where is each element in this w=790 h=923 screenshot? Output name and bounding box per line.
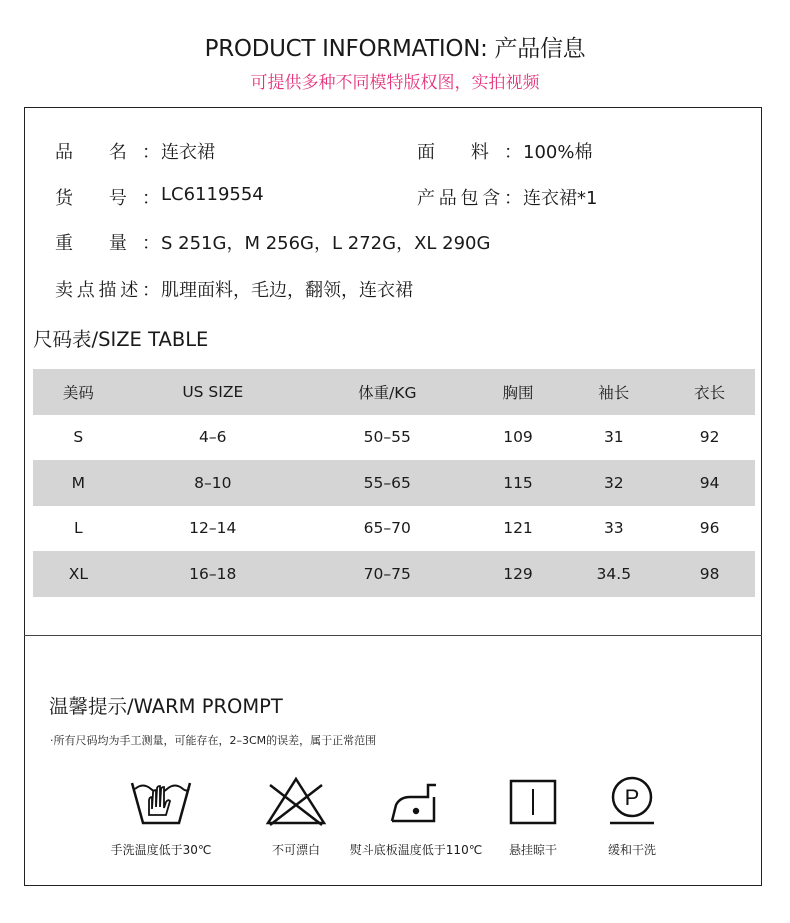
contents-value: 连衣裙*1	[523, 188, 598, 209]
care-gentle-dry-clean	[562, 775, 702, 858]
info-fabric-row	[417, 138, 592, 164]
hang-dry-icon	[501, 775, 565, 827]
table-cell: 32	[603, 473, 624, 492]
table-cell: S	[73, 428, 84, 447]
care-no-bleach	[226, 775, 366, 858]
iron-icon	[384, 775, 448, 827]
care-label: 手洗温度低于30℃	[110, 843, 212, 857]
table-row	[33, 551, 755, 597]
care-label: 悬挂晾干	[508, 843, 557, 857]
info-code-row	[55, 184, 264, 210]
table-cell: 65–70	[363, 519, 411, 538]
gentle-dry-clean-icon	[600, 775, 664, 827]
table-cell: 55–65	[363, 473, 411, 492]
table-cell: 109	[503, 428, 533, 447]
table-cell: M	[71, 473, 86, 492]
table-cell: 4–6	[199, 428, 227, 447]
header-cell: 美码	[62, 383, 94, 402]
selling-value: 肌理面料，毛边，翻领，连衣裙	[161, 280, 413, 301]
table-cell: 70–75	[363, 564, 411, 583]
table-cell: 34.5	[596, 564, 632, 583]
care-label: 熨斗底板温度低于110℃	[349, 843, 483, 857]
table-cell: 92	[699, 428, 720, 447]
care-hand-wash	[91, 775, 231, 858]
table-cell: 12–14	[189, 519, 237, 538]
care-label: 缓和干洗	[607, 843, 656, 857]
page-subtitle: 可提供多种不同模特版权图，实拍视频	[250, 73, 540, 93]
measurement-note: ·所有尺码均为手工测量，可能存在，2–3CM的误差，属于正常范围	[50, 734, 377, 747]
table-cell: 33	[603, 519, 624, 538]
fabric-value: 100%棉	[523, 142, 593, 163]
header-cell: 袖长	[598, 383, 630, 402]
info-weight-row	[55, 229, 490, 255]
header-cell: US SIZE	[182, 382, 244, 401]
no-bleach-icon	[264, 775, 328, 827]
fabric-label: 面 料：	[417, 142, 522, 163]
info-name-row	[55, 138, 215, 164]
warm-prompt-title: 温馨提示/WARM PROMPT	[49, 695, 283, 718]
table-cell: L	[74, 519, 83, 538]
table-cell: 129	[503, 564, 533, 583]
table-cell: XL	[68, 564, 88, 583]
code-value: LC6119554	[161, 184, 264, 205]
table-row	[33, 506, 755, 552]
selling-label: 卖点描述：	[55, 280, 160, 301]
page-title: PRODUCT INFORMATION: 产品信息	[204, 36, 586, 62]
info-contents-row	[417, 184, 597, 210]
header-cell: 衣长	[694, 383, 726, 402]
size-table-header	[33, 369, 755, 415]
table-cell: 98	[699, 564, 720, 583]
table-cell: 31	[603, 428, 624, 447]
table-row	[33, 415, 755, 461]
name-value: 连衣裙	[161, 142, 215, 163]
care-label: 不可漂白	[271, 843, 320, 857]
svg-text:P: P	[624, 785, 640, 810]
table-cell: 16–18	[189, 564, 237, 583]
header-cell: 胸围	[502, 383, 534, 402]
hand-wash-icon	[129, 775, 193, 827]
weight-value: S 251G，M 256G，L 272G，XL 290G	[161, 233, 491, 254]
contents-label: 产品包含：	[417, 188, 522, 209]
name-label: 品 名：	[55, 142, 160, 163]
header-cell: 体重/KG	[358, 383, 417, 402]
table-cell: 50–55	[363, 428, 411, 447]
table-row	[33, 460, 755, 506]
size-table	[33, 369, 755, 597]
size-table-title: 尺码表/SIZE TABLE	[33, 328, 209, 351]
table-cell: 121	[503, 519, 533, 538]
code-label: 货 号：	[55, 188, 160, 209]
weight-label: 重 量：	[55, 233, 160, 254]
table-cell: 8–10	[194, 473, 232, 492]
table-cell: 96	[699, 519, 720, 538]
table-cell: 94	[699, 473, 720, 492]
info-selling-row	[55, 276, 413, 302]
table-cell: 115	[503, 473, 533, 492]
section-divider	[24, 635, 762, 636]
